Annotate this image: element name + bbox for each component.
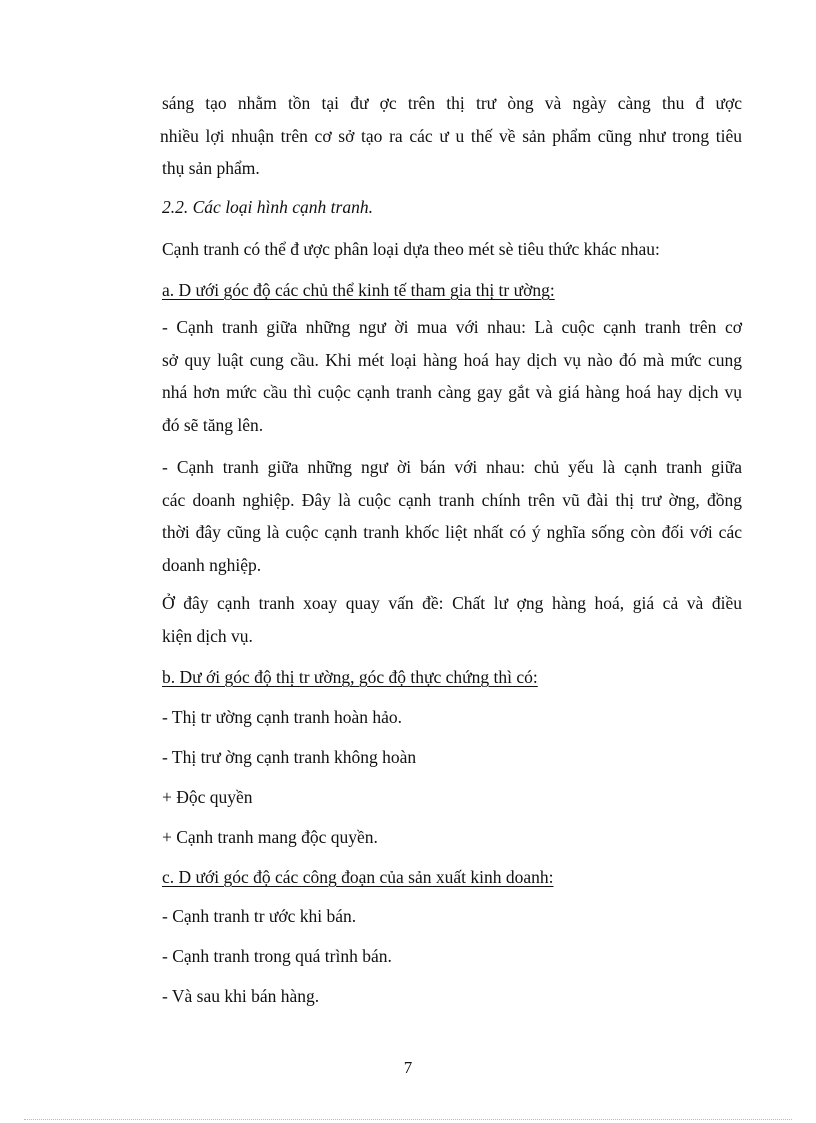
text-line: thời đây cũng là cuộc cạnh tranh khốc liệt nhất có ý nghĩa sống còn đối với các bbox=[162, 522, 742, 542]
list-item: - Và sau khi bán hàng. bbox=[162, 986, 320, 1006]
text-line: nhá hơn mức cầu thì cuộc cạnh tranh càng gay gắt và giá hàng hoá hay dịch vụ bbox=[162, 382, 742, 402]
paragraph bbox=[162, 451, 742, 581]
subheading-b: b. Dư ới góc độ thị tr ường, góc độ thực chứng thì có: bbox=[162, 667, 538, 687]
paragraph bbox=[162, 311, 742, 441]
text-line: sáng tạo nhằm tồn tại đư ợc trên thị trư òng và ngày càng thu đ ược bbox=[162, 93, 742, 113]
list-item: - Cạnh tranh tr ước khi bán. bbox=[162, 906, 357, 926]
list-item: + Độc quyền bbox=[162, 787, 253, 807]
subheading-c: c. D ưới góc độ các công đoạn của sản xuất kinh doanh: bbox=[162, 867, 554, 887]
paragraph bbox=[162, 87, 742, 185]
list-item: - Thị trư ờng cạnh tranh không hoàn bbox=[162, 747, 417, 767]
text-line: - Cạnh tranh giữa những ngư ời bán với nhau: chủ yếu là cạnh tranh giữa bbox=[162, 457, 742, 477]
text-line: Ở đây cạnh tranh xoay quay vấn đề: Chất lư ợng hàng hoá, giá cả và điều bbox=[162, 593, 742, 613]
text-line: nhiều lợi nhuận trên cơ sở tạo ra các ư u thế về sản phẩm cũng như trong tiêu bbox=[160, 125, 742, 146]
text-line: - Cạnh tranh giữa những ngư ời mua với nhau: Là cuộc cạnh tranh trên cơ bbox=[162, 317, 742, 337]
list-item: - Cạnh tranh trong quá trình bán. bbox=[162, 946, 392, 966]
text-line: sở quy luật cung cầu. Khi mét loại hàng hoá hay dịch vụ nào đó mà mức cung bbox=[162, 349, 742, 370]
subheading-a: a. D ưới góc độ các chủ thể kinh tế tham gia thị tr ường: bbox=[162, 280, 555, 300]
text-line: đó sẽ tăng lên. bbox=[162, 414, 264, 435]
text-line: doanh nghiệp. bbox=[162, 554, 262, 575]
paragraph bbox=[162, 587, 742, 652]
section-heading: 2.2. Các loại hình cạnh tranh. bbox=[162, 197, 373, 217]
text-line: kiện dịch vụ. bbox=[162, 625, 253, 646]
page-number: 7 bbox=[403, 1058, 413, 1077]
text-line: các doanh nghiệp. Đây là cuộc cạnh tranh chính trên vũ đài thị trư ờng, đồng bbox=[162, 489, 742, 510]
intro-text: Cạnh tranh có thể đ ược phân loại dựa theo mét sè tiêu thức khác nhau: bbox=[162, 239, 660, 259]
text-line: thụ sản phẩm. bbox=[162, 158, 260, 178]
page-bottom-rule bbox=[24, 1119, 792, 1120]
list-item: + Cạnh tranh mang độc quyền. bbox=[162, 827, 378, 847]
list-item: - Thị tr ường cạnh tranh hoàn hảo. bbox=[162, 707, 403, 727]
